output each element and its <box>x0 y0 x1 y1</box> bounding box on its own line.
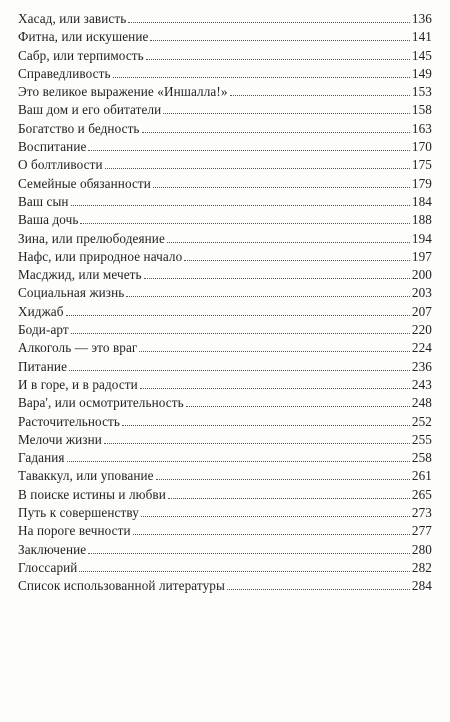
toc-entry-page: 265 <box>411 486 432 502</box>
toc-entry-page: 252 <box>411 413 432 429</box>
toc-entry-page: 236 <box>411 358 432 374</box>
toc-entry-title: Расточительность <box>18 413 120 429</box>
toc-entry-title: Путь к совершенству <box>18 505 139 521</box>
toc-entry-title: Хиджаб <box>18 303 64 319</box>
toc-entry <box>18 449 432 467</box>
dot-leader <box>153 187 410 188</box>
toc-entry-page: 248 <box>411 395 432 411</box>
toc-entry-page: 255 <box>411 431 432 447</box>
toc-entry-page: 203 <box>411 285 432 301</box>
toc-entry-page: 163 <box>411 120 432 136</box>
toc-entry <box>18 193 432 211</box>
toc-entry-title: Воспитание <box>18 139 87 155</box>
toc-entry <box>18 486 432 504</box>
toc-entry-title: Хасад, или зависть <box>18 11 127 26</box>
toc-entry-page: 258 <box>411 450 432 466</box>
toc-entry <box>18 358 432 376</box>
toc-entry-title: Богатство и бедность <box>18 120 140 136</box>
toc-entry-page: 224 <box>411 340 432 356</box>
dot-leader <box>184 260 410 261</box>
dot-leader <box>186 406 410 407</box>
toc-entry-page: 145 <box>411 47 432 63</box>
dot-leader <box>144 278 410 279</box>
dot-leader <box>142 132 410 133</box>
toc-entry <box>18 303 432 321</box>
dot-leader <box>146 59 410 60</box>
toc-entry-title: Боди-арт <box>18 322 69 338</box>
toc-entry-page: 194 <box>411 230 432 246</box>
toc-entry-title: Ваша дочь <box>18 212 79 228</box>
toc-entry <box>18 321 432 339</box>
dot-leader <box>122 425 410 426</box>
dot-leader <box>88 553 410 554</box>
toc-entry-title: Зина, или прелюбодеяние <box>18 230 165 246</box>
dot-leader <box>128 22 410 23</box>
toc-entry-title: Масджид, или мечеть <box>18 267 142 283</box>
toc-entry-page: 273 <box>411 505 432 521</box>
toc-entry-page: 184 <box>411 193 432 209</box>
toc-entry-title: Ваш дом и его обитатели <box>18 102 162 118</box>
toc-entry <box>18 120 432 138</box>
toc-entry-page: 179 <box>411 175 432 191</box>
toc-entry <box>18 156 432 174</box>
toc-entry-page: 284 <box>411 578 432 594</box>
toc-entry-title: Сабр, или терпимость <box>18 47 144 63</box>
toc-entry <box>18 28 432 46</box>
toc-entry-page: 200 <box>411 267 432 283</box>
dot-leader <box>104 443 410 444</box>
toc-entry <box>18 266 432 284</box>
toc-entry <box>18 101 432 119</box>
toc-entry-page: 136 <box>411 11 432 26</box>
toc-entry <box>18 83 432 101</box>
toc-entry <box>18 522 432 540</box>
toc-entry-title: Семейные обязанности <box>18 175 151 191</box>
toc-entry-page: 188 <box>411 212 432 228</box>
toc-entry <box>18 504 432 522</box>
toc-entry-title: Это великое выражение «Иншалла!» <box>18 84 228 100</box>
toc-entry <box>18 138 432 156</box>
toc-entry-page: 280 <box>411 541 432 557</box>
dot-leader <box>113 77 410 78</box>
toc-entry <box>18 413 432 431</box>
dot-leader <box>67 461 410 462</box>
toc-entry-page: 153 <box>411 84 432 100</box>
dot-leader <box>167 242 410 243</box>
toc-entry-title: Гадания <box>18 450 65 466</box>
dot-leader <box>88 150 409 151</box>
toc-entry-title: Вара', или осмотрительность <box>18 395 184 411</box>
toc-entry <box>18 394 432 412</box>
toc-entry-title: Заключение <box>18 541 87 557</box>
dot-leader <box>140 388 410 389</box>
toc-entry-title: Нафс, или природное начало <box>18 248 183 264</box>
toc-entry <box>18 541 432 559</box>
toc-entry-title: Список использованной литературы <box>18 578 225 594</box>
dot-leader <box>126 296 410 297</box>
dot-leader <box>105 168 410 169</box>
dot-leader <box>133 534 410 535</box>
toc-entry-page: 175 <box>411 157 432 173</box>
toc-entry-title: Алкоголь — это враг <box>18 340 138 356</box>
dot-leader <box>168 498 410 499</box>
toc-entry-page: 207 <box>411 303 432 319</box>
toc-entry-page: 220 <box>411 322 432 338</box>
toc-entry-title: Мелочи жизни <box>18 431 102 447</box>
toc-entry-page: 170 <box>411 139 432 155</box>
toc-entry <box>18 211 432 229</box>
toc-entry-title: На пороге вечности <box>18 523 131 539</box>
dot-leader <box>66 315 410 316</box>
toc-entry-title: О болтливости <box>18 157 103 173</box>
dot-leader <box>79 571 409 572</box>
toc-entry-page: 277 <box>411 523 432 539</box>
table-of-contents <box>18 10 432 596</box>
toc-entry <box>18 376 432 394</box>
toc-entry <box>18 47 432 65</box>
toc-entry <box>18 230 432 248</box>
dot-leader <box>139 351 409 352</box>
toc-entry-page: 149 <box>411 65 432 81</box>
toc-entry-title: Фитна, или искушение <box>18 29 149 45</box>
toc-entry-page: 197 <box>411 248 432 264</box>
toc-entry-title: Питание <box>18 358 68 374</box>
toc-entry-page: 141 <box>411 29 432 45</box>
toc-entry-title: В поиске истины и любви <box>18 486 166 502</box>
toc-entry <box>18 175 432 193</box>
toc-entry <box>18 339 432 357</box>
toc-entry <box>18 559 432 577</box>
toc-entry-page: 261 <box>411 468 432 484</box>
toc-entry-title: Социальная жизнь <box>18 285 125 301</box>
toc-entry-title: Ваш сын <box>18 193 69 209</box>
toc-entry-title: Глоссарий <box>18 559 78 575</box>
toc-entry <box>18 10 432 28</box>
toc-entry <box>18 431 432 449</box>
dot-leader <box>163 113 410 114</box>
toc-entry-title: Таваккул, или упование <box>18 468 154 484</box>
dot-leader <box>227 589 410 590</box>
toc-entry-page: 282 <box>411 559 432 575</box>
dot-leader <box>69 370 410 371</box>
dot-leader <box>80 223 409 224</box>
dot-leader <box>156 479 410 480</box>
toc-entry-page: 243 <box>411 376 432 392</box>
toc-entry-page: 158 <box>411 102 432 118</box>
toc-entry <box>18 467 432 485</box>
toc-entry <box>18 284 432 302</box>
dot-leader <box>141 516 410 517</box>
toc-entry <box>18 65 432 83</box>
dot-leader <box>71 333 410 334</box>
toc-entry-title: Справедливость <box>18 65 111 81</box>
toc-entry-title: И в горе, и в радости <box>18 376 138 392</box>
toc-entry <box>18 248 432 266</box>
dot-leader <box>230 95 410 96</box>
dot-leader <box>71 205 410 206</box>
toc-entry <box>18 577 432 595</box>
dot-leader <box>150 40 409 41</box>
